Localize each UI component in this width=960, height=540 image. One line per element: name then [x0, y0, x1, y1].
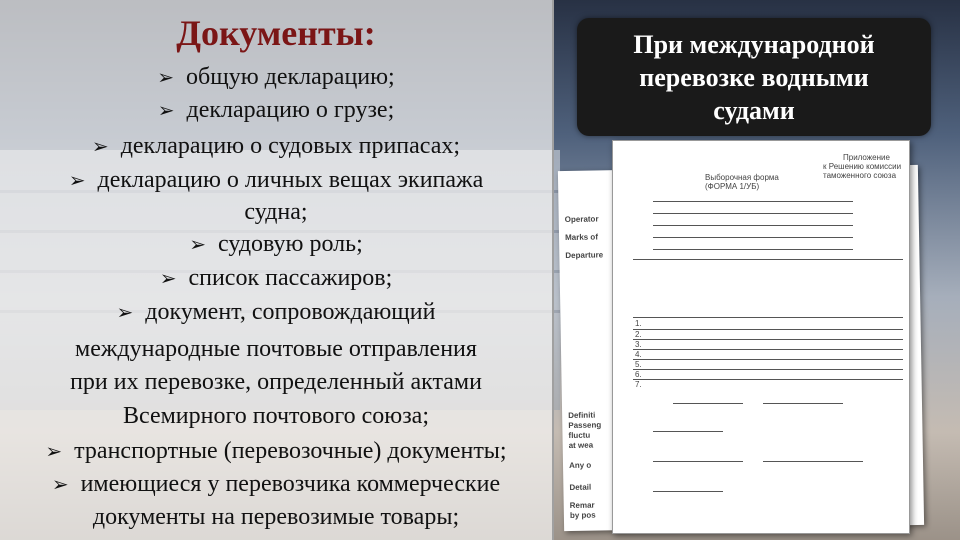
arrow-bullet-icon: ➢: [116, 300, 134, 324]
list-item: ➢ декларацию о грузе;: [157, 97, 395, 123]
form-label: Marks of: [564, 232, 599, 243]
list-item: ➢ документ, сопровождающий: [116, 299, 436, 325]
list-item: ➢ декларацию о судовых припасах;: [91, 133, 461, 159]
form-text: к Решению комиссии: [823, 162, 902, 171]
list-item-continuation: судна;: [244, 199, 308, 225]
form-label: by pos: [569, 510, 596, 521]
form-label: fluctu: [568, 430, 591, 441]
arrow-bullet-icon: ➢: [45, 439, 63, 463]
list-item: ➢ общую декларацию;: [157, 64, 395, 90]
arrow-bullet-icon: ➢: [159, 266, 177, 290]
row-number: 7.: [635, 380, 642, 389]
callout-line: При международной: [633, 30, 875, 59]
list-item: ➢ имеющиеся у перевозчика коммерческие: [51, 471, 501, 497]
row-number: 3.: [635, 340, 642, 349]
list-item: ➢ транспортные (перевозочные) документы;: [45, 438, 507, 464]
declaration-form-front: [612, 140, 910, 534]
form-label: Detail: [569, 482, 592, 493]
form-label: Any o: [568, 460, 592, 471]
arrow-bullet-icon: ➢: [68, 168, 86, 192]
row-number: 6.: [635, 370, 642, 379]
form-text: таможенного союза: [823, 171, 897, 180]
row-number: 5.: [635, 360, 642, 369]
row-number: 2.: [635, 330, 642, 339]
callout-line: судами: [713, 96, 795, 125]
arrow-bullet-icon: ➢: [157, 65, 175, 89]
page-title: Документы:: [176, 13, 376, 53]
row-number: 1.: [635, 319, 642, 328]
form-label: Operator: [564, 214, 599, 225]
arrow-bullet-icon: ➢: [51, 472, 69, 496]
callout-line: перевозке водными: [639, 63, 869, 92]
row-number: 4.: [635, 350, 642, 359]
form-text: Выборочная форма: [705, 173, 779, 182]
list-item-continuation: Всемирного почтового союза;: [123, 403, 429, 429]
form-label: Remar: [569, 500, 595, 511]
list-item: ➢ декларацию о личных вещах экипажа: [68, 167, 484, 193]
form-text: Приложение: [843, 153, 890, 162]
form-text: (ФОРМА 1/УБ): [705, 182, 760, 191]
form-label: at wea: [568, 440, 594, 451]
list-item-continuation: документы на перевозимые товары;: [92, 504, 460, 530]
form-label: Definiti: [568, 410, 596, 421]
list-item: ➢ список пассажиров;: [159, 265, 393, 291]
form-label: Passeng: [568, 420, 602, 431]
list-item: ➢ судовую роль;: [189, 231, 363, 257]
arrow-bullet-icon: ➢: [157, 98, 175, 122]
list-item-continuation: при их перевозке, определенный актами: [70, 369, 482, 395]
list-item-continuation: международные почтовые отправления: [75, 336, 477, 362]
arrow-bullet-icon: ➢: [91, 134, 109, 158]
arrow-bullet-icon: ➢: [189, 232, 206, 256]
form-label: Departure: [565, 250, 604, 261]
